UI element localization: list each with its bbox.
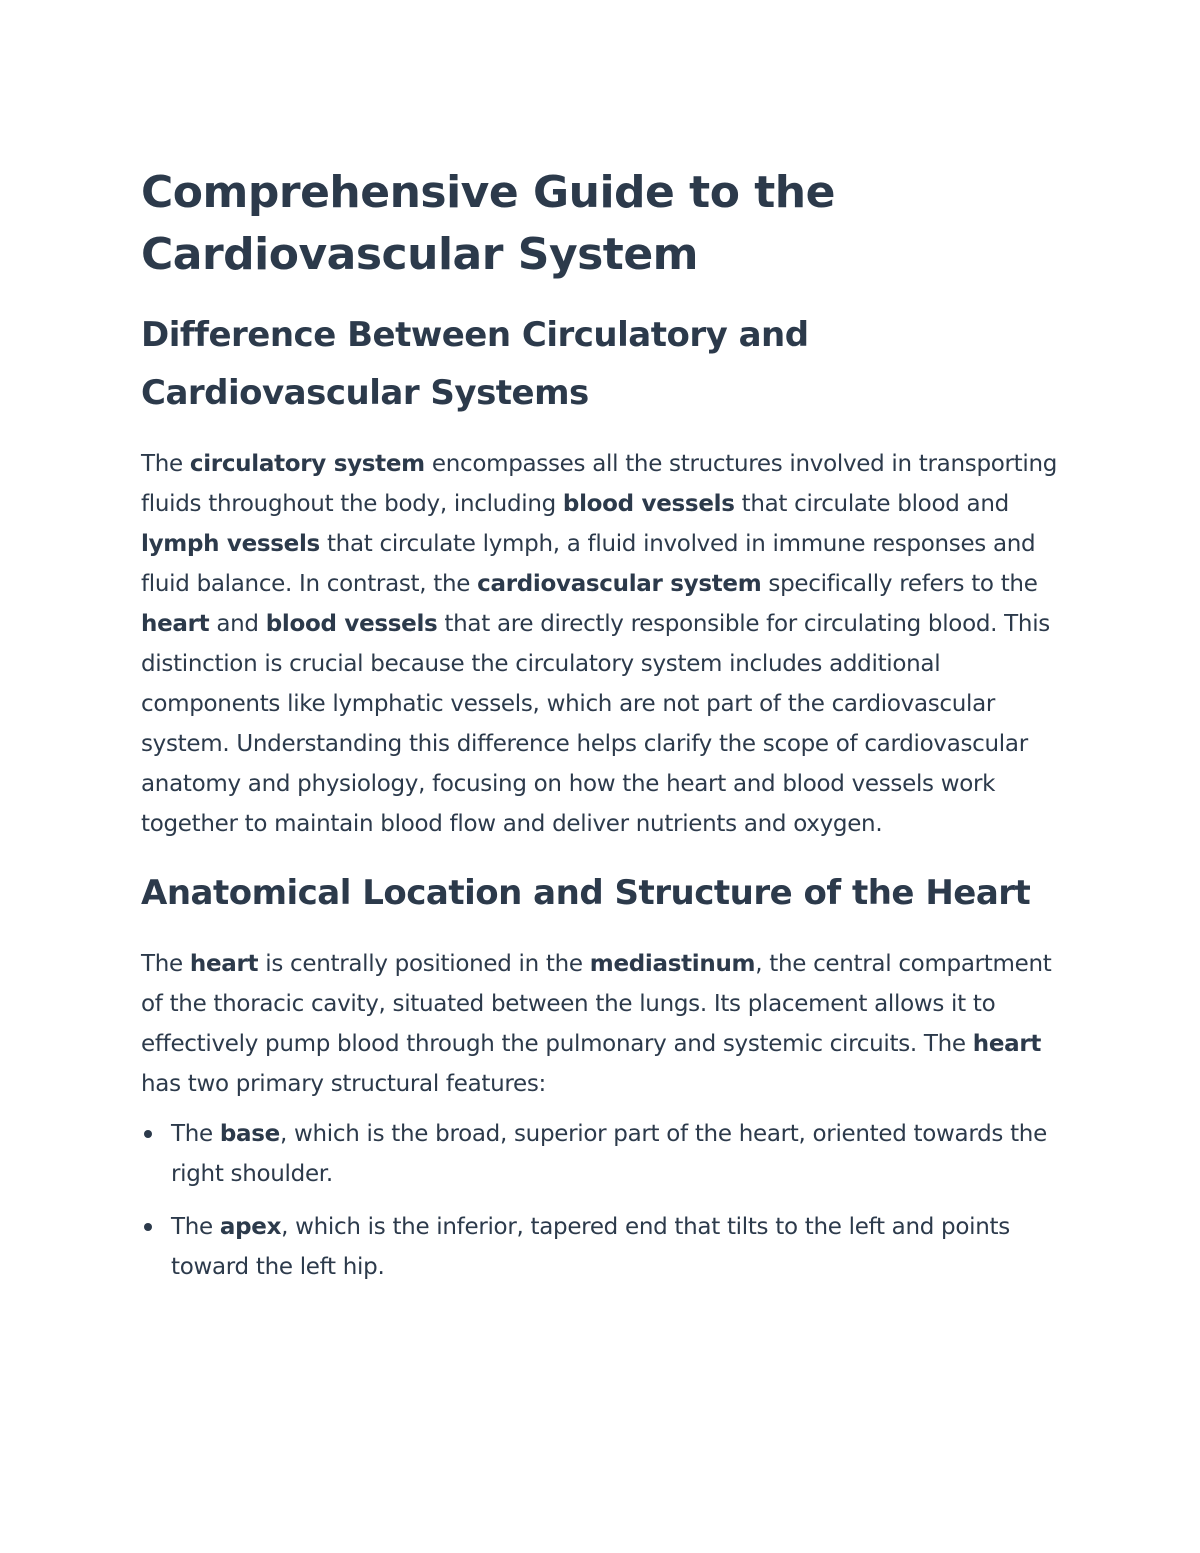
bullet-icon	[144, 1223, 152, 1231]
section-heading-difference: Difference Between Circulatory and Cardiovascular Systems	[141, 315, 809, 413]
term-mediastinum: mediastinum	[589, 951, 756, 977]
list-item: The base, which is the broad, superior part of the heart, oriented towards the right shoulder.	[141, 1114, 1071, 1194]
list-item: The apex, which is the inferior, tapered end that tilts to the left and points toward the left hip.	[141, 1207, 1071, 1287]
term-heart: heart	[141, 611, 210, 637]
term-blood-vessels-2: blood vessels	[265, 611, 438, 637]
heart-features-list	[141, 1114, 1071, 1287]
document-title: Comprehensive Guide to the Cardiovascular System	[141, 167, 835, 280]
paragraph-difference: The circulatory system encompasses all the structures involved in transporting fluids throughout the body, including blood vessels that circulate blood and lymph vessels that circulate lymph, a fluid involved in immune responses and fluid balance. In contrast, the cardiovascular system specifically refers to the heart and blood vessels that are directly responsible for circulating blood. This distinction is crucial because the circulatory system includes additional components like lymphatic vessels, which are not part of the cardiovascular system. Understanding this difference helps clarify the scope of cardiovascular anatomy and physiology, focusing on how the heart and blood vessels work together to maintain blood flow and deliver nutrients and oxygen.	[141, 451, 1058, 837]
term-base: base	[219, 1121, 280, 1147]
term-heart-2: heart	[972, 1031, 1042, 1057]
bullet-icon	[144, 1130, 152, 1138]
term-lymph-vessels: lymph vessels	[141, 531, 320, 557]
section-heading-anatomy: Anatomical Location and Structure of the Heart	[141, 873, 1031, 913]
term-circulatory-system: circulatory system	[189, 451, 425, 477]
term-blood-vessels: blood vessels	[562, 491, 735, 517]
term-heart: heart	[189, 951, 259, 977]
term-apex: apex	[219, 1214, 282, 1240]
document-page	[141, 162, 1071, 1300]
paragraph-anatomy: The heart is centrally positioned in the mediastinum, the central compartment of the thoracic cavity, situated between the lungs. Its placement allows it to effectively pump blood through the pulmonary and systemic circuits. The heart has two primary structural features:	[141, 951, 1052, 1097]
term-cardiovascular-system: cardiovascular system	[477, 571, 762, 597]
